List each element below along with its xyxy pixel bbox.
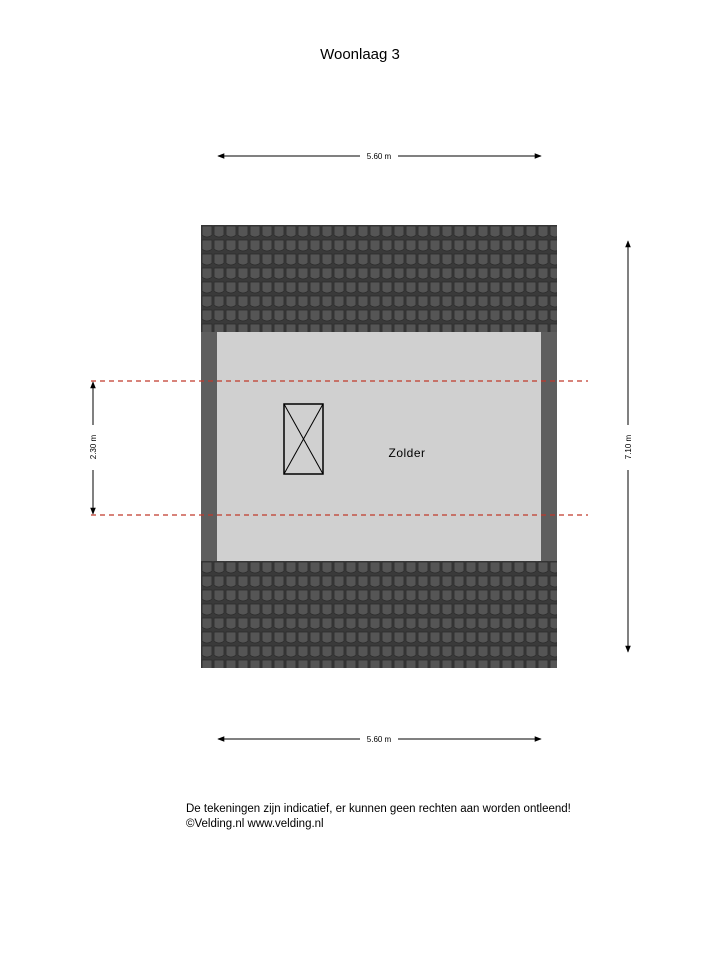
left-headroom-dimension [89,382,98,514]
attic-plan [201,225,557,668]
bottom-width-label: 5.60 m [366,735,392,744]
room-label: Zolder [388,446,426,460]
copyright-text: ©Velding.nl www.velding.nl [186,818,324,830]
right-depth-label: 7.10 m [624,434,633,460]
left-wall [201,332,217,561]
bottom-width-dimension [218,735,541,744]
right-depth-dimension [624,241,633,652]
zolder-room [217,332,541,561]
top-width-dimension [218,152,541,161]
top-width-label: 5.60 m [366,152,392,161]
disclaimer-text: De tekeningen zijn indicatief, er kunnen geen rechten aan worden ontleend! [186,803,571,815]
left-headroom-label: 2.30 m [89,434,98,460]
page-title: Woonlaag 3 [320,46,400,63]
right-wall [541,332,557,561]
footer [186,802,571,832]
